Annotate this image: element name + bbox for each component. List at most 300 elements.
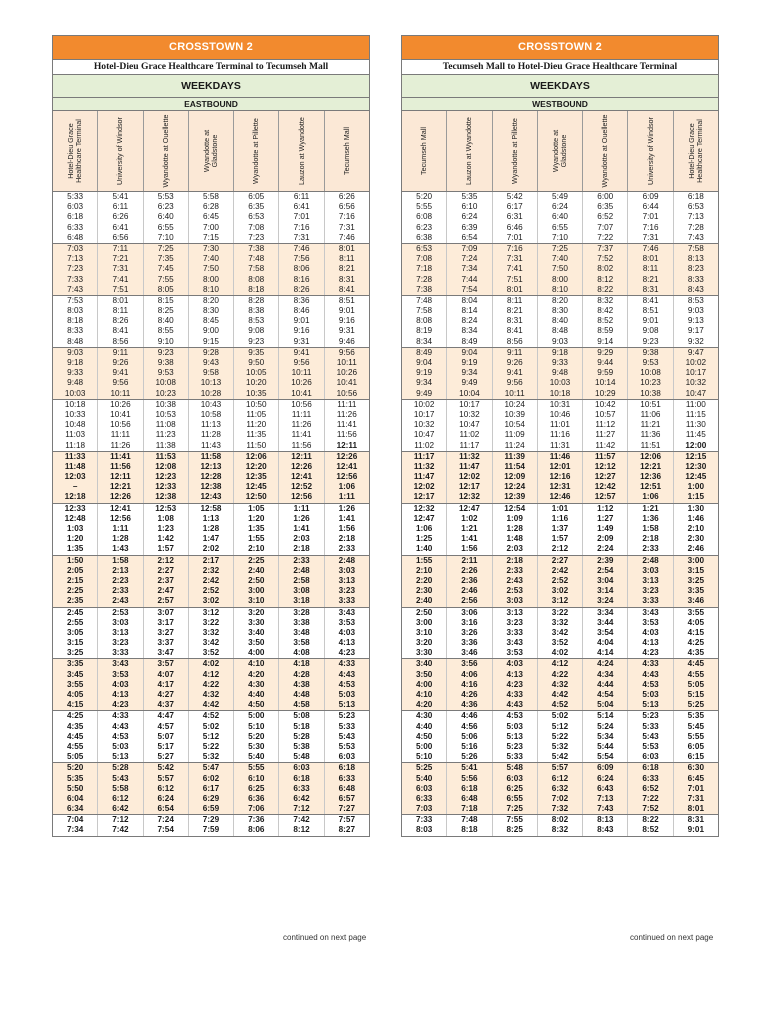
time-cell: 9:50 — [234, 358, 279, 368]
time-cell: 5:55 — [234, 763, 279, 773]
time-cell: 12:18 — [53, 492, 98, 502]
stop-header — [53, 111, 98, 191]
time-cell: 4:23 — [628, 648, 673, 658]
table-row — [402, 233, 718, 243]
time-cell: 8:01 — [493, 285, 538, 295]
time-cell: 2:33 — [493, 566, 538, 576]
time-cell: 11:11 — [279, 410, 324, 420]
table-row — [402, 420, 718, 430]
time-cell: 9:41 — [493, 368, 538, 378]
stop-header — [144, 111, 189, 191]
time-cell: 10:32 — [402, 420, 447, 430]
time-cell: 7:27 — [338, 804, 356, 814]
time-cell: 6:53 — [687, 202, 704, 212]
time-cell: 7:13 — [53, 254, 98, 264]
time-cell: 1:57 — [144, 544, 189, 554]
time-cell: 11:03 — [53, 430, 98, 440]
time-cell: 1:11 — [98, 524, 143, 534]
table-row — [402, 492, 718, 502]
time-cell: 11:26 — [98, 441, 143, 451]
time-cell: 2:43 — [98, 596, 143, 606]
time-cell: 4:56 — [447, 722, 492, 732]
time-cell: 4:55 — [53, 742, 98, 752]
time-cell: 2:50 — [234, 576, 279, 586]
time-cell: 4:12 — [538, 659, 583, 669]
time-cell: 9:43 — [189, 358, 234, 368]
time-block — [402, 659, 718, 711]
table-row — [402, 638, 718, 648]
time-cell: 2:10 — [402, 566, 447, 576]
time-cell: 7:34 — [53, 825, 98, 835]
time-cell: 4:58 — [279, 700, 324, 710]
route-title: CROSSTOWN 2 — [53, 36, 369, 60]
time-cell: 11:35 — [234, 430, 279, 440]
time-cell: 12:13 — [189, 462, 234, 472]
time-cell: 5:35 — [53, 774, 98, 784]
time-cell: 7:23 — [53, 264, 98, 274]
time-cell: 11:01 — [538, 420, 583, 430]
time-cell: 7:46 — [338, 232, 355, 242]
table-row — [402, 254, 718, 264]
time-cell: 9:16 — [279, 326, 324, 336]
time-cell: 6:33 — [628, 774, 673, 784]
time-cell: 2:52 — [189, 586, 234, 596]
time-cell: 7:23 — [234, 233, 279, 243]
time-cell: 4:38 — [279, 680, 324, 690]
time-cell: 5:43 — [98, 774, 143, 784]
time-cell: 7:32 — [538, 804, 583, 814]
time-cell: 8:40 — [538, 316, 583, 326]
time-cell: 3:30 — [234, 618, 279, 628]
time-cell: 10:38 — [144, 400, 189, 410]
time-cell: 5:49 — [538, 192, 583, 202]
table-row — [402, 742, 718, 752]
time-cell: 8:01 — [338, 243, 355, 253]
time-cell: 8:13 — [687, 254, 704, 264]
time-cell: 11:15 — [685, 409, 706, 419]
time-cell: 7:15 — [189, 233, 234, 243]
time-cell: 7:31 — [98, 264, 143, 274]
table-row — [402, 659, 718, 669]
table-row — [53, 700, 369, 710]
time-cell: 3:13 — [338, 575, 356, 585]
time-cell: 2:42 — [189, 576, 234, 586]
time-cell: 1:50 — [53, 556, 98, 566]
time-cell: 8:27 — [338, 825, 356, 835]
time-block — [53, 815, 369, 835]
time-cell: 10:17 — [685, 368, 707, 378]
time-cell: 3:33 — [493, 628, 538, 638]
time-cell: 7:46 — [628, 244, 673, 254]
table-row — [53, 264, 369, 274]
table-row — [402, 784, 718, 794]
time-cell: 7:58 — [687, 243, 704, 253]
time-cell: 11:51 — [628, 441, 673, 451]
time-cell: 2:58 — [279, 576, 324, 586]
time-cell: 10:03 — [538, 378, 583, 388]
time-cell: 10:26 — [98, 400, 143, 410]
table-row — [402, 524, 718, 534]
time-cell: 11:56 — [336, 430, 357, 440]
time-cell: 12:52 — [279, 482, 324, 492]
time-cell: 7:59 — [189, 825, 234, 835]
time-cell: 5:04 — [583, 700, 628, 710]
westbound-schedule — [401, 35, 719, 837]
time-cell: 1:57 — [538, 534, 583, 544]
time-cell: 3:55 — [687, 607, 705, 617]
time-cell: 3:12 — [189, 608, 234, 618]
time-cell: 8:41 — [98, 326, 143, 336]
time-cell: 3:12 — [538, 596, 583, 606]
table-row — [53, 742, 369, 752]
time-cell: 1:13 — [189, 514, 234, 524]
time-cell: 8:40 — [144, 316, 189, 326]
time-cell: 7:44 — [447, 275, 492, 285]
time-cell: 10:33 — [53, 410, 98, 420]
time-cell: 9:41 — [279, 348, 324, 358]
time-cell: 5:25 — [687, 700, 705, 710]
time-cell: 11:41 — [98, 452, 143, 462]
time-cell: 10:47 — [685, 388, 707, 398]
time-cell: 6:18 — [279, 774, 324, 784]
time-cell: 6:00 — [583, 192, 628, 202]
table-row — [53, 504, 369, 514]
time-cell: 3:16 — [447, 618, 492, 628]
time-cell: 8:18 — [234, 285, 279, 295]
time-cell: 10:05 — [234, 368, 279, 378]
time-cell: 4:53 — [338, 679, 356, 689]
time-cell: 9:56 — [338, 347, 355, 357]
time-cell: 4:36 — [447, 700, 492, 710]
time-cell: 12:26 — [336, 451, 358, 461]
time-cell: 11:28 — [189, 430, 234, 440]
time-cell: 4:54 — [583, 690, 628, 700]
time-cell: 9:56 — [279, 358, 324, 368]
time-cell: 5:05 — [53, 752, 98, 762]
time-block — [402, 244, 718, 296]
time-cell: 1:06 — [402, 524, 447, 534]
time-cell: 10:28 — [189, 389, 234, 399]
time-cell: 6:28 — [189, 202, 234, 212]
table-row — [402, 752, 718, 762]
time-cell: 9:26 — [493, 358, 538, 368]
time-cell: 11:09 — [493, 430, 538, 440]
table-row — [402, 430, 718, 440]
time-cell: 6:40 — [538, 212, 583, 222]
time-cell: 7:06 — [234, 804, 279, 814]
table-row — [53, 732, 369, 742]
table-row — [402, 711, 718, 721]
table-row — [53, 628, 369, 638]
time-cell: 8:01 — [628, 254, 673, 264]
time-cell: 4:18 — [279, 659, 324, 669]
time-cell: 8:42 — [583, 306, 628, 316]
time-cell: 7:25 — [538, 244, 583, 254]
time-cell: 8:02 — [538, 815, 583, 825]
time-cell: 6:03 — [402, 784, 447, 794]
time-cell: 2:35 — [53, 596, 98, 606]
time-cell: 2:18 — [493, 556, 538, 566]
time-cell: 11:26 — [279, 420, 324, 430]
time-cell: 5:07 — [144, 732, 189, 742]
time-cell: 3:52 — [189, 648, 234, 658]
time-cell: 6:05 — [687, 741, 705, 751]
time-cell: 9:41 — [98, 368, 143, 378]
time-cell: 9:44 — [583, 358, 628, 368]
time-cell: 5:41 — [98, 192, 143, 202]
time-cell: 5:20 — [234, 732, 279, 742]
time-cell: 2:48 — [338, 555, 356, 565]
time-cell: 12:45 — [234, 482, 279, 492]
time-cell: 12:33 — [144, 482, 189, 492]
time-cell: 4:03 — [493, 659, 538, 669]
table-row — [53, 482, 369, 492]
time-cell: 8:20 — [189, 296, 234, 306]
stop-name: Wyandotte at Ouellette — [600, 114, 610, 188]
time-cell: 8:13 — [583, 815, 628, 825]
time-cell: 12:26 — [279, 462, 324, 472]
time-block — [402, 815, 718, 835]
time-cell: 10:17 — [447, 400, 492, 410]
time-cell: 2:25 — [234, 556, 279, 566]
time-cell: 6:03 — [338, 752, 356, 762]
table-row — [53, 690, 369, 700]
time-cell: 10:46 — [538, 410, 583, 420]
time-cell: 5:10 — [234, 722, 279, 732]
time-cell: 3:10 — [402, 628, 447, 638]
time-cell: 8:01 — [98, 296, 143, 306]
time-cell: 4:07 — [144, 670, 189, 680]
time-cell: 5:13 — [628, 700, 673, 710]
time-cell: 12:58 — [189, 504, 234, 514]
time-cell: 9:23 — [144, 348, 189, 358]
time-cell: 3:36 — [447, 638, 492, 648]
time-cell: 4:10 — [234, 659, 279, 669]
table-row — [402, 514, 718, 524]
time-cell: 7:38 — [234, 244, 279, 254]
time-cell: 1:43 — [98, 544, 143, 554]
time-cell: 4:30 — [234, 680, 279, 690]
table-row — [53, 223, 369, 233]
time-cell: 6:23 — [402, 223, 447, 233]
time-cell: 11:08 — [144, 420, 189, 430]
time-block — [402, 556, 718, 608]
time-cell: 1:46 — [687, 513, 705, 523]
time-cell: 1:23 — [144, 524, 189, 534]
time-cell: 7:30 — [189, 244, 234, 254]
time-cell: 3:42 — [189, 638, 234, 648]
table-row — [53, 368, 369, 378]
time-cell: 10:08 — [628, 368, 673, 378]
time-cell: 4:35 — [687, 648, 705, 658]
time-cell: 12:08 — [144, 462, 189, 472]
time-cell: 2:33 — [338, 544, 356, 554]
time-cell: 7:31 — [338, 222, 355, 232]
time-cell: 2:15 — [53, 576, 98, 586]
time-cell: 4:32 — [538, 680, 583, 690]
time-cell: 2:18 — [279, 544, 324, 554]
stop-header — [234, 111, 279, 191]
table-row — [53, 358, 369, 368]
time-cell: 8:43 — [583, 825, 628, 835]
time-cell: 3:02 — [189, 596, 234, 606]
time-cell: 8:48 — [53, 337, 98, 347]
time-cell: 8:02 — [583, 264, 628, 274]
time-cell: 5:03 — [98, 742, 143, 752]
time-cell: 5:27 — [144, 752, 189, 762]
time-cell: 8:23 — [687, 264, 704, 274]
stop-header-row — [402, 111, 718, 192]
time-cell: 3:33 — [628, 596, 673, 606]
time-cell: 12:41 — [98, 504, 143, 514]
time-cell: 6:15 — [687, 752, 705, 762]
time-cell: 4:34 — [583, 670, 628, 680]
time-cell: 3:26 — [447, 628, 492, 638]
time-cell: 3:54 — [583, 628, 628, 638]
time-cell: 10:48 — [53, 420, 98, 430]
time-cell: 2:45 — [53, 608, 98, 618]
table-row — [402, 482, 718, 492]
time-cell: 5:44 — [583, 742, 628, 752]
time-cell: 10:41 — [336, 378, 358, 388]
time-cell: 5:55 — [687, 731, 705, 741]
time-cell: 8:04 — [447, 296, 492, 306]
time-cell: 2:57 — [144, 596, 189, 606]
time-cell: 7:41 — [98, 275, 143, 285]
time-cell: 3:15 — [687, 565, 705, 575]
time-cell: 1:41 — [279, 524, 324, 534]
time-cell: 12:31 — [538, 482, 583, 492]
time-cell: 7:53 — [53, 296, 98, 306]
table-row — [402, 212, 718, 222]
time-cell: 10:42 — [583, 400, 628, 410]
table-row — [402, 264, 718, 274]
time-cell: 7:58 — [234, 264, 279, 274]
time-cell: 3:04 — [583, 576, 628, 586]
time-cell: 12:15 — [685, 451, 707, 461]
time-cell: 6:12 — [98, 794, 143, 804]
time-cell: 11:56 — [98, 462, 143, 472]
time-cell: 8:38 — [234, 306, 279, 316]
table-row — [53, 400, 369, 410]
time-cell: 3:13 — [628, 576, 673, 586]
time-cell: 5:30 — [234, 742, 279, 752]
time-cell: 12:33 — [53, 504, 98, 514]
time-cell: 7:25 — [493, 804, 538, 814]
time-cell: 6:45 — [687, 773, 705, 783]
time-cell: 6:11 — [279, 192, 324, 202]
time-cell: 11:02 — [402, 441, 447, 451]
time-cell: 7:31 — [628, 233, 673, 243]
time-cell: 7:04 — [53, 815, 98, 825]
time-cell: 6:53 — [402, 244, 447, 254]
stop-name: Lauzon at Wyandotte — [296, 117, 306, 185]
time-cell: 9:18 — [53, 358, 98, 368]
table-row — [53, 711, 369, 721]
time-cell: 10:50 — [234, 400, 279, 410]
time-cell: 8:52 — [628, 825, 673, 835]
time-cell: 8:31 — [687, 815, 705, 825]
time-cell: 5:33 — [338, 721, 356, 731]
time-cell: 2:32 — [189, 566, 234, 576]
time-block — [53, 452, 369, 504]
time-cell: 5:32 — [189, 752, 234, 762]
table-row — [53, 378, 369, 388]
eastbound-schedule — [52, 35, 370, 837]
time-cell: 5:03 — [628, 690, 673, 700]
time-cell: 12:50 — [234, 492, 279, 502]
time-cell: 8:21 — [628, 275, 673, 285]
time-cell: 3:03 — [628, 566, 673, 576]
time-cell: 1:25 — [402, 534, 447, 544]
table-row — [402, 586, 718, 596]
time-cell: 6:45 — [189, 212, 234, 222]
time-cell: 3:50 — [402, 670, 447, 680]
time-cell: 3:00 — [687, 555, 705, 565]
time-cell: 6:03 — [493, 774, 538, 784]
time-cell: 8:46 — [279, 306, 324, 316]
time-cell: 12:23 — [144, 472, 189, 482]
time-cell: 7:51 — [98, 285, 143, 295]
time-cell: 2:55 — [53, 618, 98, 628]
time-cell: 11:50 — [234, 441, 279, 451]
time-cell: 10:17 — [402, 410, 447, 420]
time-cell: 4:22 — [189, 680, 234, 690]
table-row — [53, 804, 369, 814]
table-row — [53, 430, 369, 440]
time-cell: 9:53 — [144, 368, 189, 378]
time-cell: 7:13 — [687, 212, 704, 222]
time-cell: 5:38 — [279, 742, 324, 752]
time-cell: 4:53 — [628, 680, 673, 690]
timetable-body — [53, 192, 369, 836]
time-block — [402, 504, 718, 556]
time-cell: 6:04 — [53, 794, 98, 804]
time-cell: 12:39 — [493, 492, 538, 502]
time-cell: 4:23 — [98, 700, 143, 710]
time-cell: 4:25 — [53, 711, 98, 721]
time-cell: 10:32 — [447, 410, 492, 420]
time-cell: 8:32 — [583, 296, 628, 306]
time-cell: 7:01 — [687, 783, 705, 793]
time-cell: 6:56 — [338, 202, 355, 212]
time-cell: 7:41 — [493, 264, 538, 274]
stop-name: Wyandotte at Pillette — [509, 118, 519, 184]
time-cell: 4:30 — [402, 711, 447, 721]
time-cell: 5:57 — [144, 774, 189, 784]
time-cell: 11:36 — [628, 430, 673, 440]
time-cell: – — [53, 482, 98, 492]
time-cell: 8:08 — [402, 316, 447, 326]
time-block — [53, 659, 369, 711]
time-cell: 7:43 — [583, 804, 628, 814]
time-cell: 2:53 — [493, 586, 538, 596]
table-row — [402, 202, 718, 212]
time-block — [402, 711, 718, 763]
time-cell: 4:05 — [53, 690, 98, 700]
time-cell: 8:49 — [447, 337, 492, 347]
table-row — [402, 618, 718, 628]
time-cell: 9:17 — [687, 326, 704, 336]
time-cell: 9:56 — [493, 378, 538, 388]
time-cell: 9:38 — [628, 348, 673, 358]
time-cell: 5:26 — [447, 752, 492, 762]
time-cell: 4:13 — [338, 638, 356, 648]
time-cell: 12:28 — [189, 472, 234, 482]
time-cell: 6:32 — [538, 784, 583, 794]
time-cell: 7:55 — [144, 275, 189, 285]
time-cell: 7:22 — [628, 794, 673, 804]
